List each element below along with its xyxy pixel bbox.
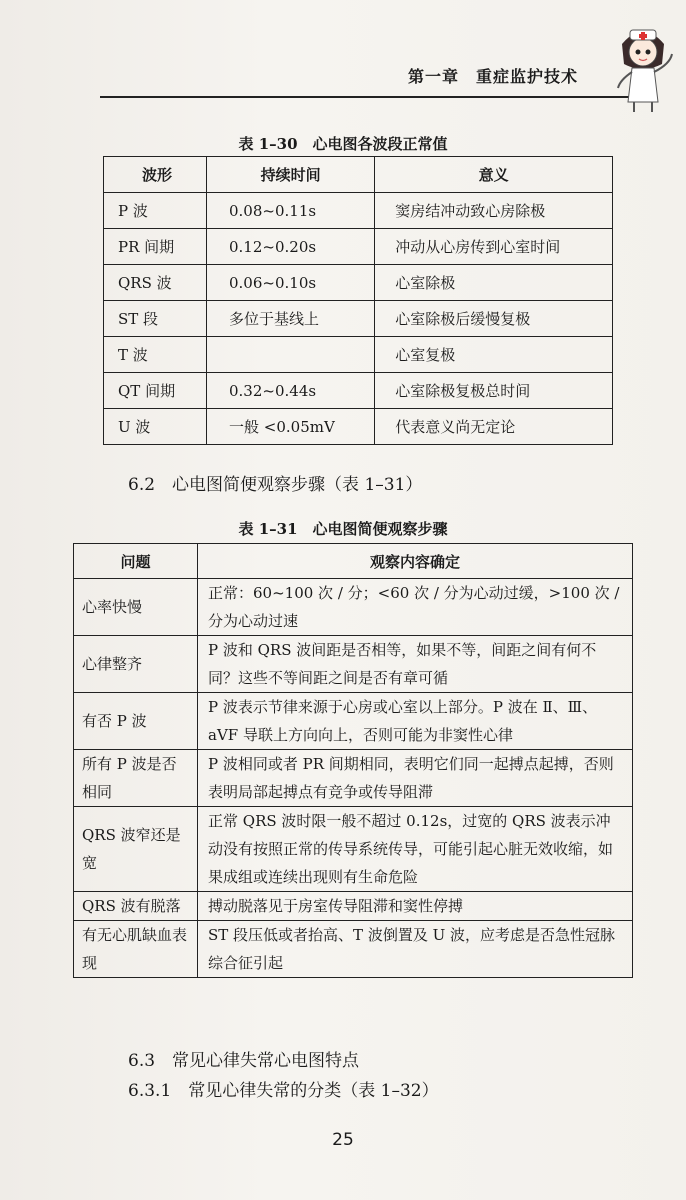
table-cell: T 波 [104,337,207,373]
table-cell: 窦房结冲动致心房除极 [375,193,613,229]
table-row [104,193,613,229]
table-cell: 有无心肌缺血表现 [74,921,198,978]
table-31-caption: 表 1–31 心电图简便观察步骤 [238,520,448,538]
table-cell: PR 间期 [104,229,207,265]
table-cell: 多位于基线上 [207,301,375,337]
column-header: 观察内容确定 [198,544,633,579]
table-row [74,693,633,750]
table-header-row [104,157,613,193]
table-cell: ST 段压低或者抬高、T 波倒置及 U 波，应考虑是否急性冠脉综合征引起 [198,921,633,978]
table-cell: 0.32~0.44s [207,373,375,409]
table-cell: P 波相同或者 PR 间期相同，表明它们同一起搏点起搏，否则表明局部起搏点有竞争或传导阻滞 [198,750,633,807]
table-cell: 心率快慢 [74,579,198,636]
table-30 [103,156,613,445]
table-cell: 冲动从心房传到心室时间 [375,229,613,265]
table-31 [73,543,633,978]
table-cell: 0.08~0.11s [207,193,375,229]
section-heading-6-3: 6.3 常见心律失常心电图特点 [128,1051,360,1071]
table-cell: 有否 P 波 [74,693,198,750]
table-cell: U 波 [104,409,207,445]
table-row [104,409,613,445]
table-cell: ST 段 [104,301,207,337]
table-row [74,921,633,978]
table-cell: P 波和 QRS 波间距是否相等，如果不等，间距之间有何不同？这些不等间距之间是否有章可循 [198,636,633,693]
table-cell: 0.06~0.10s [207,265,375,301]
column-header: 问题 [74,544,198,579]
table-cell: P 波表示节律来源于心房或心室以上部分。P 波在 Ⅱ、Ⅲ、aVF 导联上方向向上，否则可能为非窦性心律 [198,693,633,750]
table-row [74,636,633,693]
nurse-mascot-icon [608,14,678,114]
table-cell: 所有 P 波是否相同 [74,750,198,807]
table-header-row [74,544,633,579]
table-row [104,301,613,337]
table-cell: 心室复极 [375,337,613,373]
table-row [74,807,633,892]
table-row [74,579,633,636]
section-heading-6-2: 6.2 心电图简便观察步骤（表 1–31） [128,475,423,495]
table-cell: QRS 波 [104,265,207,301]
column-header: 持续时间 [207,157,375,193]
table-cell: 一般 <0.05mV [207,409,375,445]
page-header [100,62,656,98]
table-cell: 正常：60~100 次 / 分；<60 次 / 分为心动过缓，>100 次 / 分为心动过速 [198,579,633,636]
section-heading-6-3-1: 6.3.1 常见心律失常的分类（表 1–32） [128,1081,439,1101]
column-header: 波形 [104,157,207,193]
table-cell: 心室除极 [375,265,613,301]
table-cell: 正常 QRS 波时限一般不超过 0.12s，过宽的 QRS 波表示冲动没有按照正常的传导系统传导，可能引起心脏无效收缩，如果成组或连续出现则有生命危险 [198,807,633,892]
chapter-title: 第一章 重症监护技术 [407,67,578,86]
page-number: 25 [332,1130,354,1150]
table-row [74,750,633,807]
table-row [74,892,633,921]
table-cell: 心律整齐 [74,636,198,693]
table-row [104,337,613,373]
table-cell: 搏动脱落见于房室传导阻滞和窦性停搏 [198,892,633,921]
table-30-caption: 表 1–30 心电图各波段正常值 [238,135,448,153]
table-cell: 心室除极复极总时间 [375,373,613,409]
table-row [104,265,613,301]
table-cell: 代表意义尚无定论 [375,409,613,445]
table-cell: QRS 波窄还是宽 [74,807,198,892]
table-cell: QT 间期 [104,373,207,409]
table-cell: 0.12~0.20s [207,229,375,265]
table-cell [207,337,375,373]
table-cell: 心室除极后缓慢复极 [375,301,613,337]
table-row [104,229,613,265]
column-header: 意义 [375,157,613,193]
table-row [104,373,613,409]
table-cell: QRS 波有脱落 [74,892,198,921]
table-cell: P 波 [104,193,207,229]
